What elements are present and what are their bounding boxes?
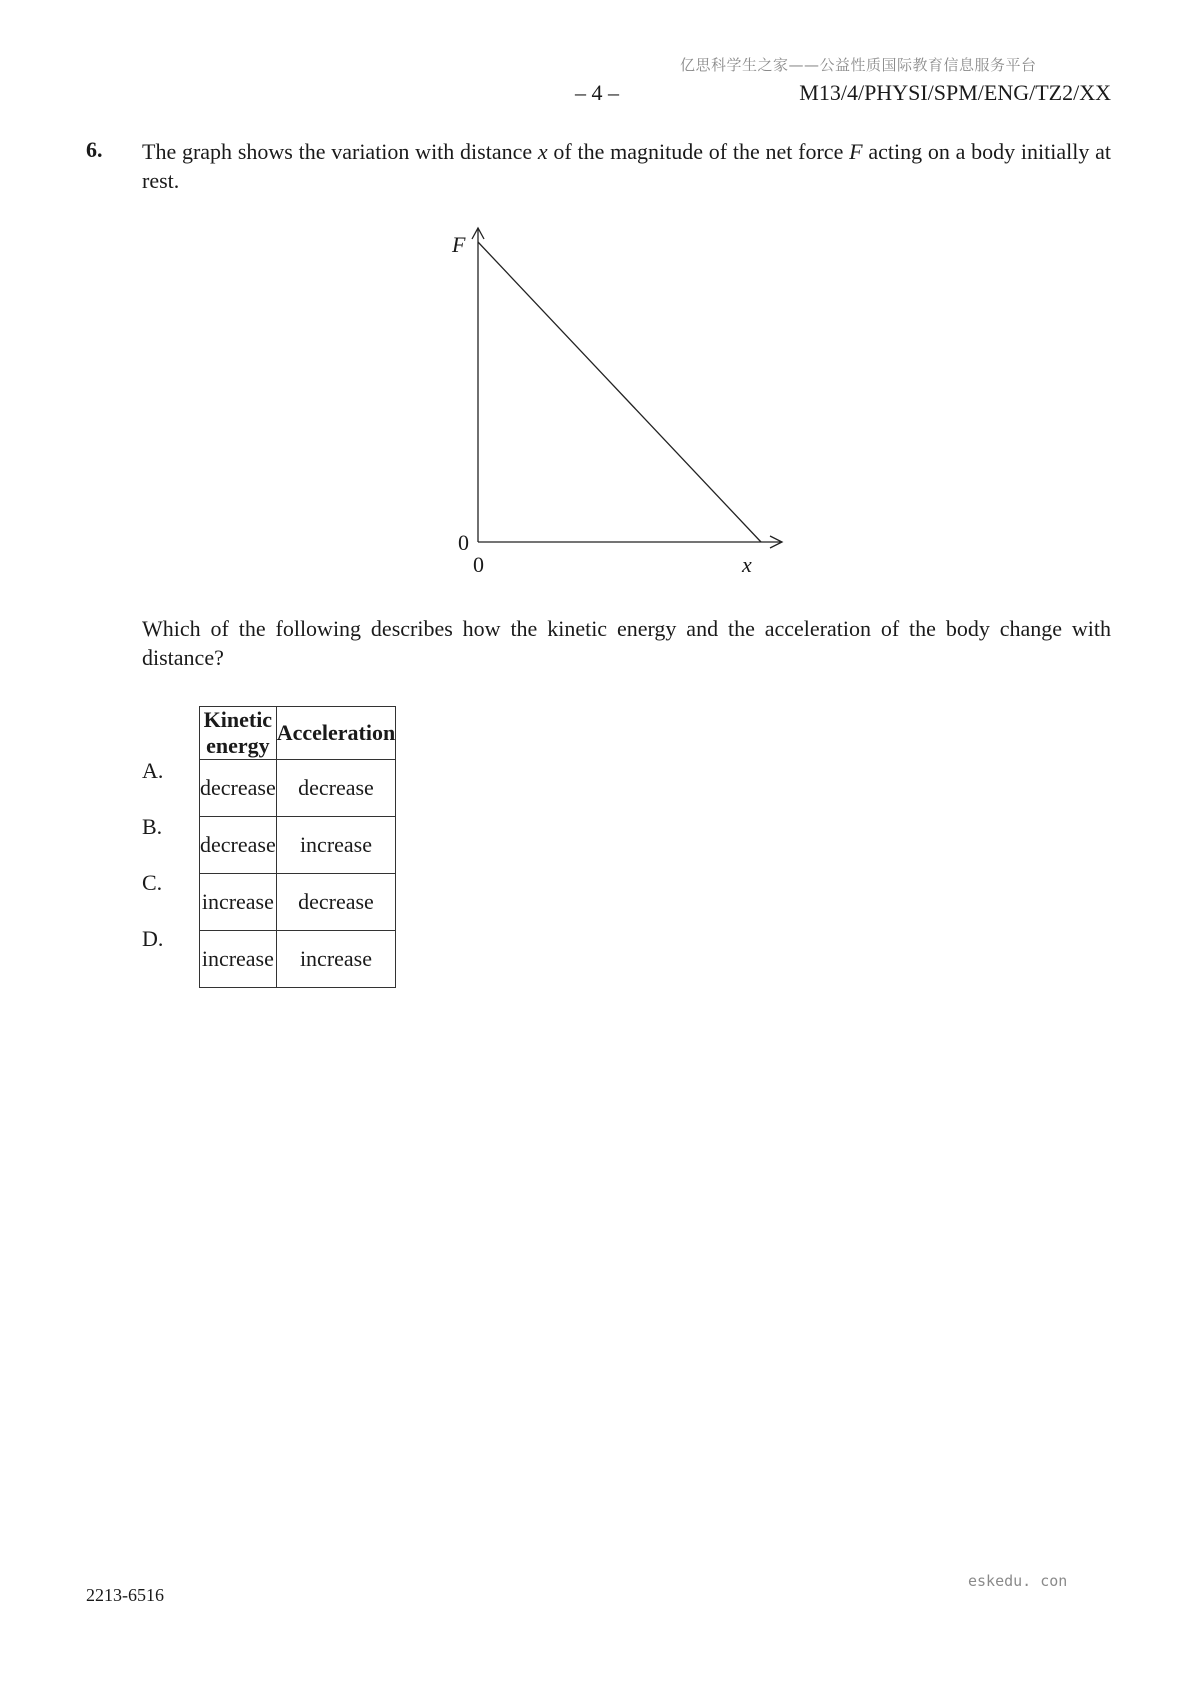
- y-axis-label: F: [452, 232, 466, 257]
- paper-code: M13/4/PHYSI/SPM/ENG/TZ2/XX: [799, 80, 1111, 105]
- force-line: [478, 242, 761, 542]
- stem-text: of the magnitude of the net force: [547, 139, 850, 164]
- question-stem: [142, 137, 1111, 195]
- cell-acceleration: decrease: [276, 874, 396, 931]
- header-watermark: 亿思科学生之家——公益性质国际教育信息服务平台: [680, 56, 1037, 74]
- cell-kinetic-energy: decrease: [200, 817, 277, 874]
- table-row: [200, 760, 396, 817]
- footer-watermark: eskedu. con: [968, 1572, 1068, 1590]
- question-prompt: Which of the following describes how the kinetic energy and the acceleration of the body change with distance?: [142, 616, 1111, 670]
- cell-kinetic-energy: decrease: [200, 760, 277, 817]
- y-origin-label: 0: [458, 530, 469, 555]
- table-row: [200, 817, 396, 874]
- cell-kinetic-energy: increase: [200, 874, 277, 931]
- option-letter-d[interactable]: D.: [142, 926, 164, 951]
- x-axis-label: x: [742, 552, 752, 577]
- cell-acceleration: decrease: [276, 760, 396, 817]
- cell-acceleration: increase: [276, 817, 396, 874]
- stem-text: acting on a body initially at rest.: [142, 139, 1111, 193]
- option-letter-c[interactable]: C.: [142, 870, 163, 895]
- stem-var-x: x: [537, 139, 548, 164]
- force-distance-graph: [440, 222, 820, 582]
- header-kinetic-energy: Kinetic energy: [200, 707, 277, 760]
- footer-code: 2213-6516: [86, 1585, 164, 1605]
- table-row: [200, 931, 396, 988]
- page-number: – 4 –: [575, 80, 619, 105]
- question-number: 6.: [86, 137, 103, 162]
- cell-kinetic-energy: increase: [200, 931, 277, 988]
- option-letter-b[interactable]: B.: [142, 814, 163, 839]
- header-acceleration: Acceleration: [276, 707, 396, 760]
- cell-acceleration: increase: [276, 931, 396, 988]
- stem-var-f: F: [849, 139, 863, 164]
- x-origin-label: 0: [473, 552, 484, 577]
- answer-table: [199, 706, 396, 988]
- option-letter-a[interactable]: A.: [142, 758, 164, 783]
- table-row: [200, 874, 396, 931]
- table-header-row: [200, 707, 396, 760]
- stem-text: The graph shows the variation with distance: [142, 139, 538, 164]
